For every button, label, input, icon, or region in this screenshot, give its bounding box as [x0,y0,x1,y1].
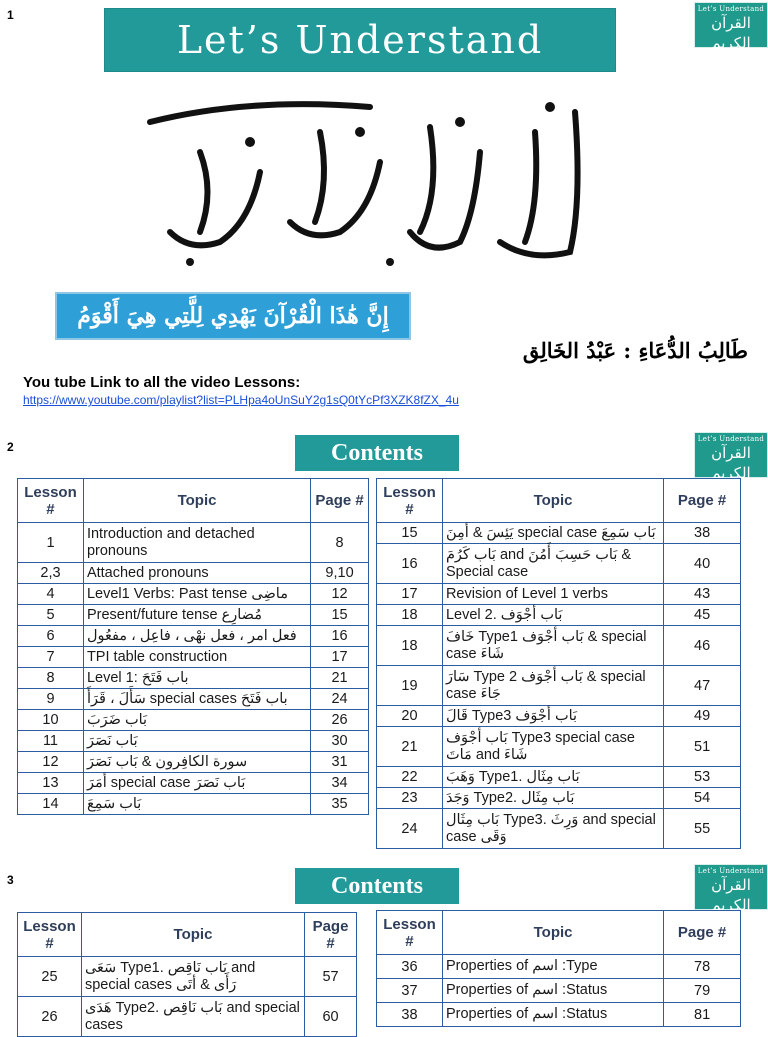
page-number-cell: 45 [664,605,741,626]
lesson-number: 18 [377,605,443,626]
logo: Let’s Understand القرآن الكريم [694,432,768,478]
lesson-number: 38 [377,1003,443,1027]
topic-cell: Introduction and detached pronouns [83,523,310,563]
page-number-cell: 46 [664,626,741,666]
table-row [377,788,741,809]
lesson-number: 18 [377,626,443,666]
banner-title: Let’s Understand [104,8,616,72]
topic-cell: خَافَ Type1 بَاب أجْوَف & special case شَاءَ [442,626,663,666]
lesson-number: 9 [18,689,84,710]
page-number-cell: 24 [311,689,369,710]
table-row [18,563,369,584]
logo-text: Let’s Understand [697,5,765,13]
table-row [18,647,369,668]
lesson-number: 2,3 [18,563,84,584]
calligraphy-logo [130,92,590,272]
lesson-number: 37 [377,979,443,1003]
logo [694,2,768,52]
topic-header: Topic [83,479,310,523]
contents-table-left-2: Lesson # Topic Page # 25 سَعَى Type1. بَاب نَاقِص and special cases رَأَى & أتَى 57 26 هَدَى Type2. بَاب نَاقِص and special cases 60 [17,912,357,1037]
table-row [377,955,741,979]
page-number-cell: 47 [664,666,741,706]
page-number-cell: 16 [311,626,369,647]
topic-cell: Level1 Verbs: Past tense ماضِی [83,584,310,605]
page-number-cell: 43 [664,584,741,605]
page-number-cell: 34 [311,773,369,794]
topic-cell: سَارَ Type 2 بَاب أجْوَف & special case جَاءَ [442,666,663,706]
topic-cell: بَاب مِثَال Type3. وَرِثَ and special case وَقَى [442,809,663,849]
table-row [18,605,369,626]
table-row [18,794,369,815]
page-number-cell: 49 [664,706,741,727]
page-number-cell: 55 [664,809,741,849]
quran-verse: إِنَّ هَٰذَا الْقُرْآنَ يَهْدِي لِلَّتِي هِيَ أَقْوَمُ [55,292,411,340]
lesson-number: 21 [377,727,443,767]
lesson-number: 7 [18,647,84,668]
lesson-number: 12 [18,752,84,773]
page-number-cell: 21 [311,668,369,689]
lesson-header: Lesson # [18,479,84,523]
lesson-number: 25 [18,957,82,997]
topic-cell: سَعَى Type1. بَاب نَاقِص and special cases رَأَى & أتَى [81,957,304,997]
table-row [377,584,741,605]
topic-cell: Properties of اسم :Status [442,979,663,1003]
lesson-number: 15 [377,523,443,544]
table-row [377,767,741,788]
topic-cell: Present/future tense مُضارِع [83,605,310,626]
contents-title: Contents [295,868,459,904]
page-number-cell: 40 [664,544,741,584]
lesson-number: 1 [18,523,84,563]
lesson-number: 26 [18,997,82,1037]
page-number-cell: 81 [664,1003,741,1027]
page-number-cell: 60 [305,997,357,1037]
topic-cell: بَاب أجْوَف Type3 special case مَاتَ and شَاءَ [442,727,663,767]
page-number-cell: 8 [311,523,369,563]
page-number-cell: 30 [311,731,369,752]
table-row [377,544,741,584]
lesson-number: 14 [18,794,84,815]
page-number: 3 [7,873,14,887]
youtube-label: You tube Link to all the video Lessons: [23,374,301,391]
table-row [18,668,369,689]
topic-cell: بَاب ضَرَبَ [83,710,310,731]
table-row [18,689,369,710]
contents-title: Contents [295,435,459,471]
table-row [18,710,369,731]
topic-cell: قَالَ Type3 بَاب أجْوَف [442,706,663,727]
topic-cell: بَاب نَصَرَ [83,731,310,752]
contents-table-right-2: Lesson # Topic Page # 36 Properties of اسم :Type 78 37 Properties of اسم :Status 79 38 Properties of اسم :Status 81 [376,910,741,1027]
youtube-link[interactable]: https://www.youtube.com/playlist?list=PLHpa4oUnSuY2g1sQ0tYcPf3XZK8fZX_4u [23,393,459,407]
lesson-number: 11 [18,731,84,752]
table-row [18,626,369,647]
author-line: طَالِبُ الدُّعَاءِ : عَبْدُ الخَالِق [522,338,748,363]
lesson-number: 13 [18,773,84,794]
table-row [377,706,741,727]
table-row [18,773,369,794]
page-number-cell: 57 [305,957,357,997]
page-header: Page # [311,479,369,523]
page-number-cell: 31 [311,752,369,773]
table-row [18,752,369,773]
topic-cell: Level 2. بَاب أجْوَف [442,605,663,626]
topic-cell: Revision of Level 1 verbs [442,584,663,605]
table-row [377,605,741,626]
logo: Let’s Understand القرآن الكريم [694,864,768,910]
topic-cell: يَئِسَ & أمِنَ special case بَاب سَمِعَ [442,523,663,544]
lesson-number: 8 [18,668,84,689]
topic-cell: بَاب كَرُمَ and بَاب حَسِبَ أَمُنَ & Special case [442,544,663,584]
table-row [18,584,369,605]
lesson-number: 24 [377,809,443,849]
table-row [18,731,369,752]
lesson-number: 16 [377,544,443,584]
table-row [377,979,741,1003]
page-number: 1 [7,8,14,22]
page-number-cell: 17 [311,647,369,668]
page-number-cell: 15 [311,605,369,626]
table-row [18,957,357,997]
topic-cell: سورة الكافِرون & بَاب نَصَرَ [83,752,310,773]
page-number-cell: 79 [664,979,741,1003]
table-row [18,523,369,563]
table-row [18,997,357,1037]
table-row [377,809,741,849]
lesson-number: 22 [377,767,443,788]
page-number-cell: 53 [664,767,741,788]
contents-table-right: Lesson # Topic Page # 15 يَئِسَ & أمِنَ special case بَاب سَمِعَ 38 16 بَاب كَرُمَ and بَاب حَسِبَ أَمُنَ & Special case 40 17 Revision of Level 1 verbs 43 18 Level 2. بَاب أجْوَف 45 18 خَافَ Type1 بَاب أجْوَف & special case شَاءَ 46 19 سَارَ Type 2 بَاب أجْوَف & special case جَاءَ 47 20 قَالَ Type3 بَاب أجْوَف 49 21 بَاب أجْوَف Type3 special case مَاتَ and شَاءَ 51 22 وَهَبَ Type1. بَاب مِثَال 53 23 وَجَدَ Type2. بَاب مِثَال 54 24 بَاب مِثَال Type3. وَرِثَ and special case وَقَى 55 [376,478,741,849]
topic-cell: هَدَى Type2. بَاب نَاقِص and special cases [81,997,304,1037]
table-row [377,666,741,706]
page-number-cell: 35 [311,794,369,815]
topic-cell: Attached pronouns [83,563,310,584]
table-row [377,626,741,666]
lesson-number: 36 [377,955,443,979]
page-number-cell: 26 [311,710,369,731]
lesson-number: 4 [18,584,84,605]
page-number-cell: 54 [664,788,741,809]
topic-cell: بَاب سَمِعَ [83,794,310,815]
lesson-number: 17 [377,584,443,605]
topic-cell: وَجَدَ Type2. بَاب مِثَال [442,788,663,809]
lesson-number: 5 [18,605,84,626]
lesson-number: 19 [377,666,443,706]
table-row [377,523,741,544]
lesson-number: 10 [18,710,84,731]
topic-cell: Level 1: باب فَتَحَ [83,668,310,689]
topic-cell: سَأَلَ ، قَرَأَ special cases باب فَتَحَ [83,689,310,710]
page-number-cell: 78 [664,955,741,979]
lesson-number: 20 [377,706,443,727]
lesson-number: 6 [18,626,84,647]
topic-cell: أمَرَ special case بَاب نَصَرَ [83,773,310,794]
page-number-cell: 9,10 [311,563,369,584]
logo-arabic: القرآن الكريم [711,14,751,52]
topic-cell: Properties of اسم :Status [442,1003,663,1027]
page-number-cell: 51 [664,727,741,767]
table-row [377,1003,741,1027]
page-number-cell: 38 [664,523,741,544]
page-number-cell: 12 [311,584,369,605]
lesson-number: 23 [377,788,443,809]
topic-cell: وَهَبَ Type1. بَاب مِثَال [442,767,663,788]
topic-cell: فعل امر ، فعل نهْی ، فاعِل ، مفعُول [83,626,310,647]
page-number: 2 [7,440,14,454]
table-row [377,727,741,767]
contents-table-left [17,478,369,815]
topic-cell: Properties of اسم :Type [442,955,663,979]
topic-cell: TPI table construction [83,647,310,668]
